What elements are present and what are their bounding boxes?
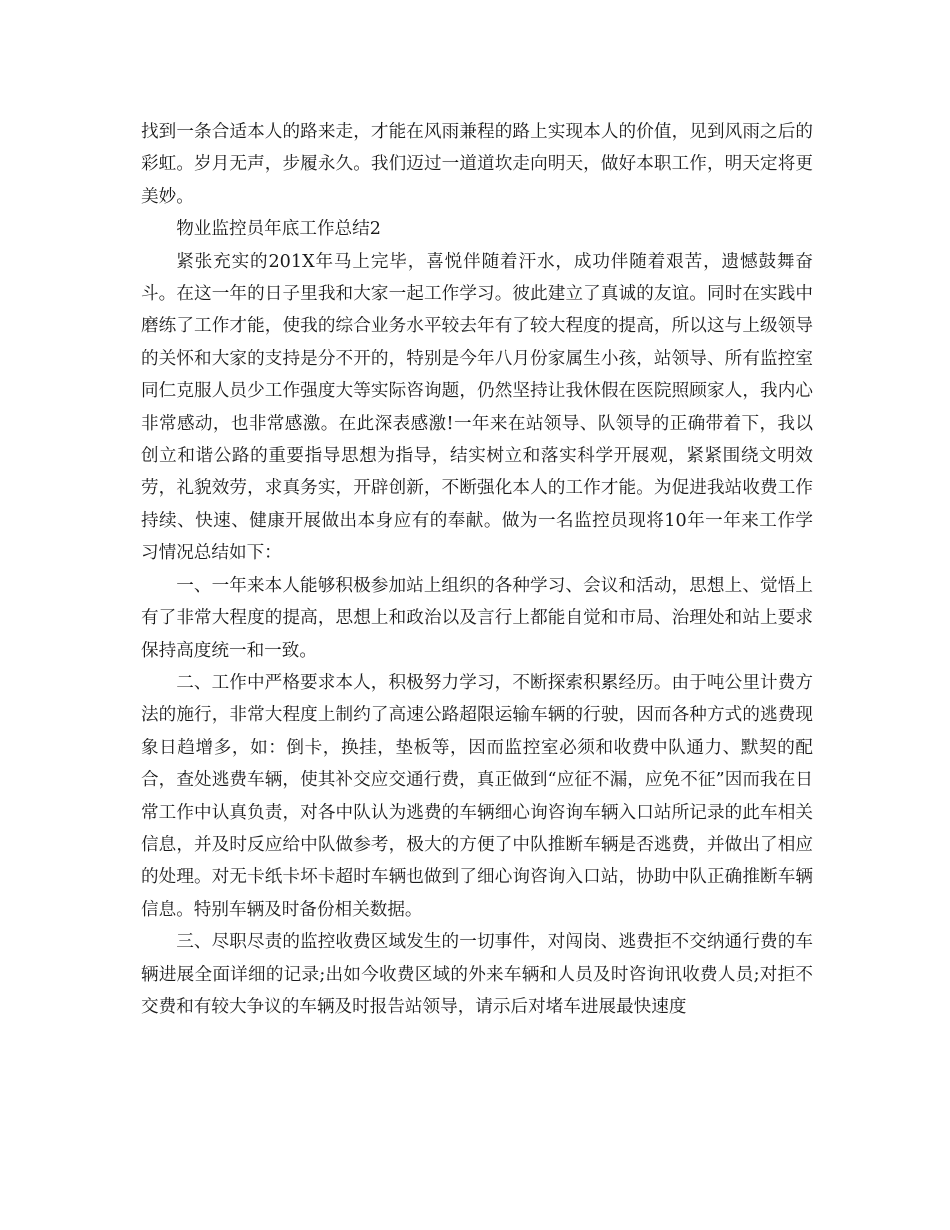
section-heading: 物业监控员年底工作总结2 <box>176 219 381 240</box>
paragraph-intro: 紧张充实的201X年马上完毕，喜悦伴随着汗水，成功伴随着艰苦，遗憾鼓舞奋斗。在这一年的日子里我和大家一起工作学习。彼此建立了真诚的友谊。同时在实践中磨练了工作才能，使我的综合业务水平较去年有了较大程度的提高，所以这与上级领导的关怀和大家的支持是分不开的，特别是今年八月份家属生小孩，站领导、所有监控室同仁克服人员少工作强度大等实际咨询题，仍然坚持让我休假在医院照顾家人，我内心非常感动，也非常感激。在此深表感激!一年来在站领导、队领导的正确带着下，我以创立和谐公路的重要指导思想为指导，结实树立和落实科学开展观，紧紧围绕文明效劳，礼貌效劳，求真务实，开辟创新，不断强化本人的工作才能。为促进我站收费工作持续、快速、健康开展做出本身应有的奉献。做为一名监控员现将10年一年来工作学习情况总结如下： <box>141 251 813 564</box>
document-body <box>141 116 813 1023</box>
paragraph-item-1: 一、一年来本人能够积极参加站上组织的各种学习、会议和活动，思想上、觉悟上有了非常大程度的提高，思想上和政治以及言行上都能自觉和市局、治理处和站上要求保持高度统一和一致。 <box>141 575 813 661</box>
paragraph-continuation: 找到一条合适本人的路来走，才能在风雨兼程的路上实现本人的价值，见到风雨之后的彩虹。岁月无声，步履永久。我们迈过一道道坎走向明天，做好本职工作，明天定将更美妙。 <box>141 122 813 207</box>
paragraph-item-3: 三、尽职尽责的监控收费区域发生的一切事件，对闯岗、逃费拒不交纳通行费的车辆进展全面详细的记录;出如今收费区域的外来车辆和人员及时咨询讯收费人员;对拒不交费和有较大争议的车辆及时报告站领导，请示后对堵车进展最快速度 <box>141 932 813 1017</box>
paragraph-item-2: 二、工作中严格要求本人，积极努力学习，不断探索积累经历。由于吨公里计费方法的施行，非常大程度上制约了高速公路超限运输车辆的行驶，因而各种方式的逃费现象日趋增多，如：倒卡，换挂，垫板等，因而监控室必须和收费中队通力、默契的配合，查处逃费车辆，使其补交应交通行费，真正做到“应征不漏，应免不征”因而我在日常工作中认真负责，对各中队认为逃费的车辆细心询咨询车辆入口站所记录的此车相关信息，并及时反应给中队做参考，极大的方便了中队推断车辆是否逃费，并做出了相应的处理。对无卡纸卡坏卡超时车辆也做到了细心询咨询入口站，协助中队正确推断车辆信息。特别车辆及时备份相关数据。 <box>141 672 813 920</box>
